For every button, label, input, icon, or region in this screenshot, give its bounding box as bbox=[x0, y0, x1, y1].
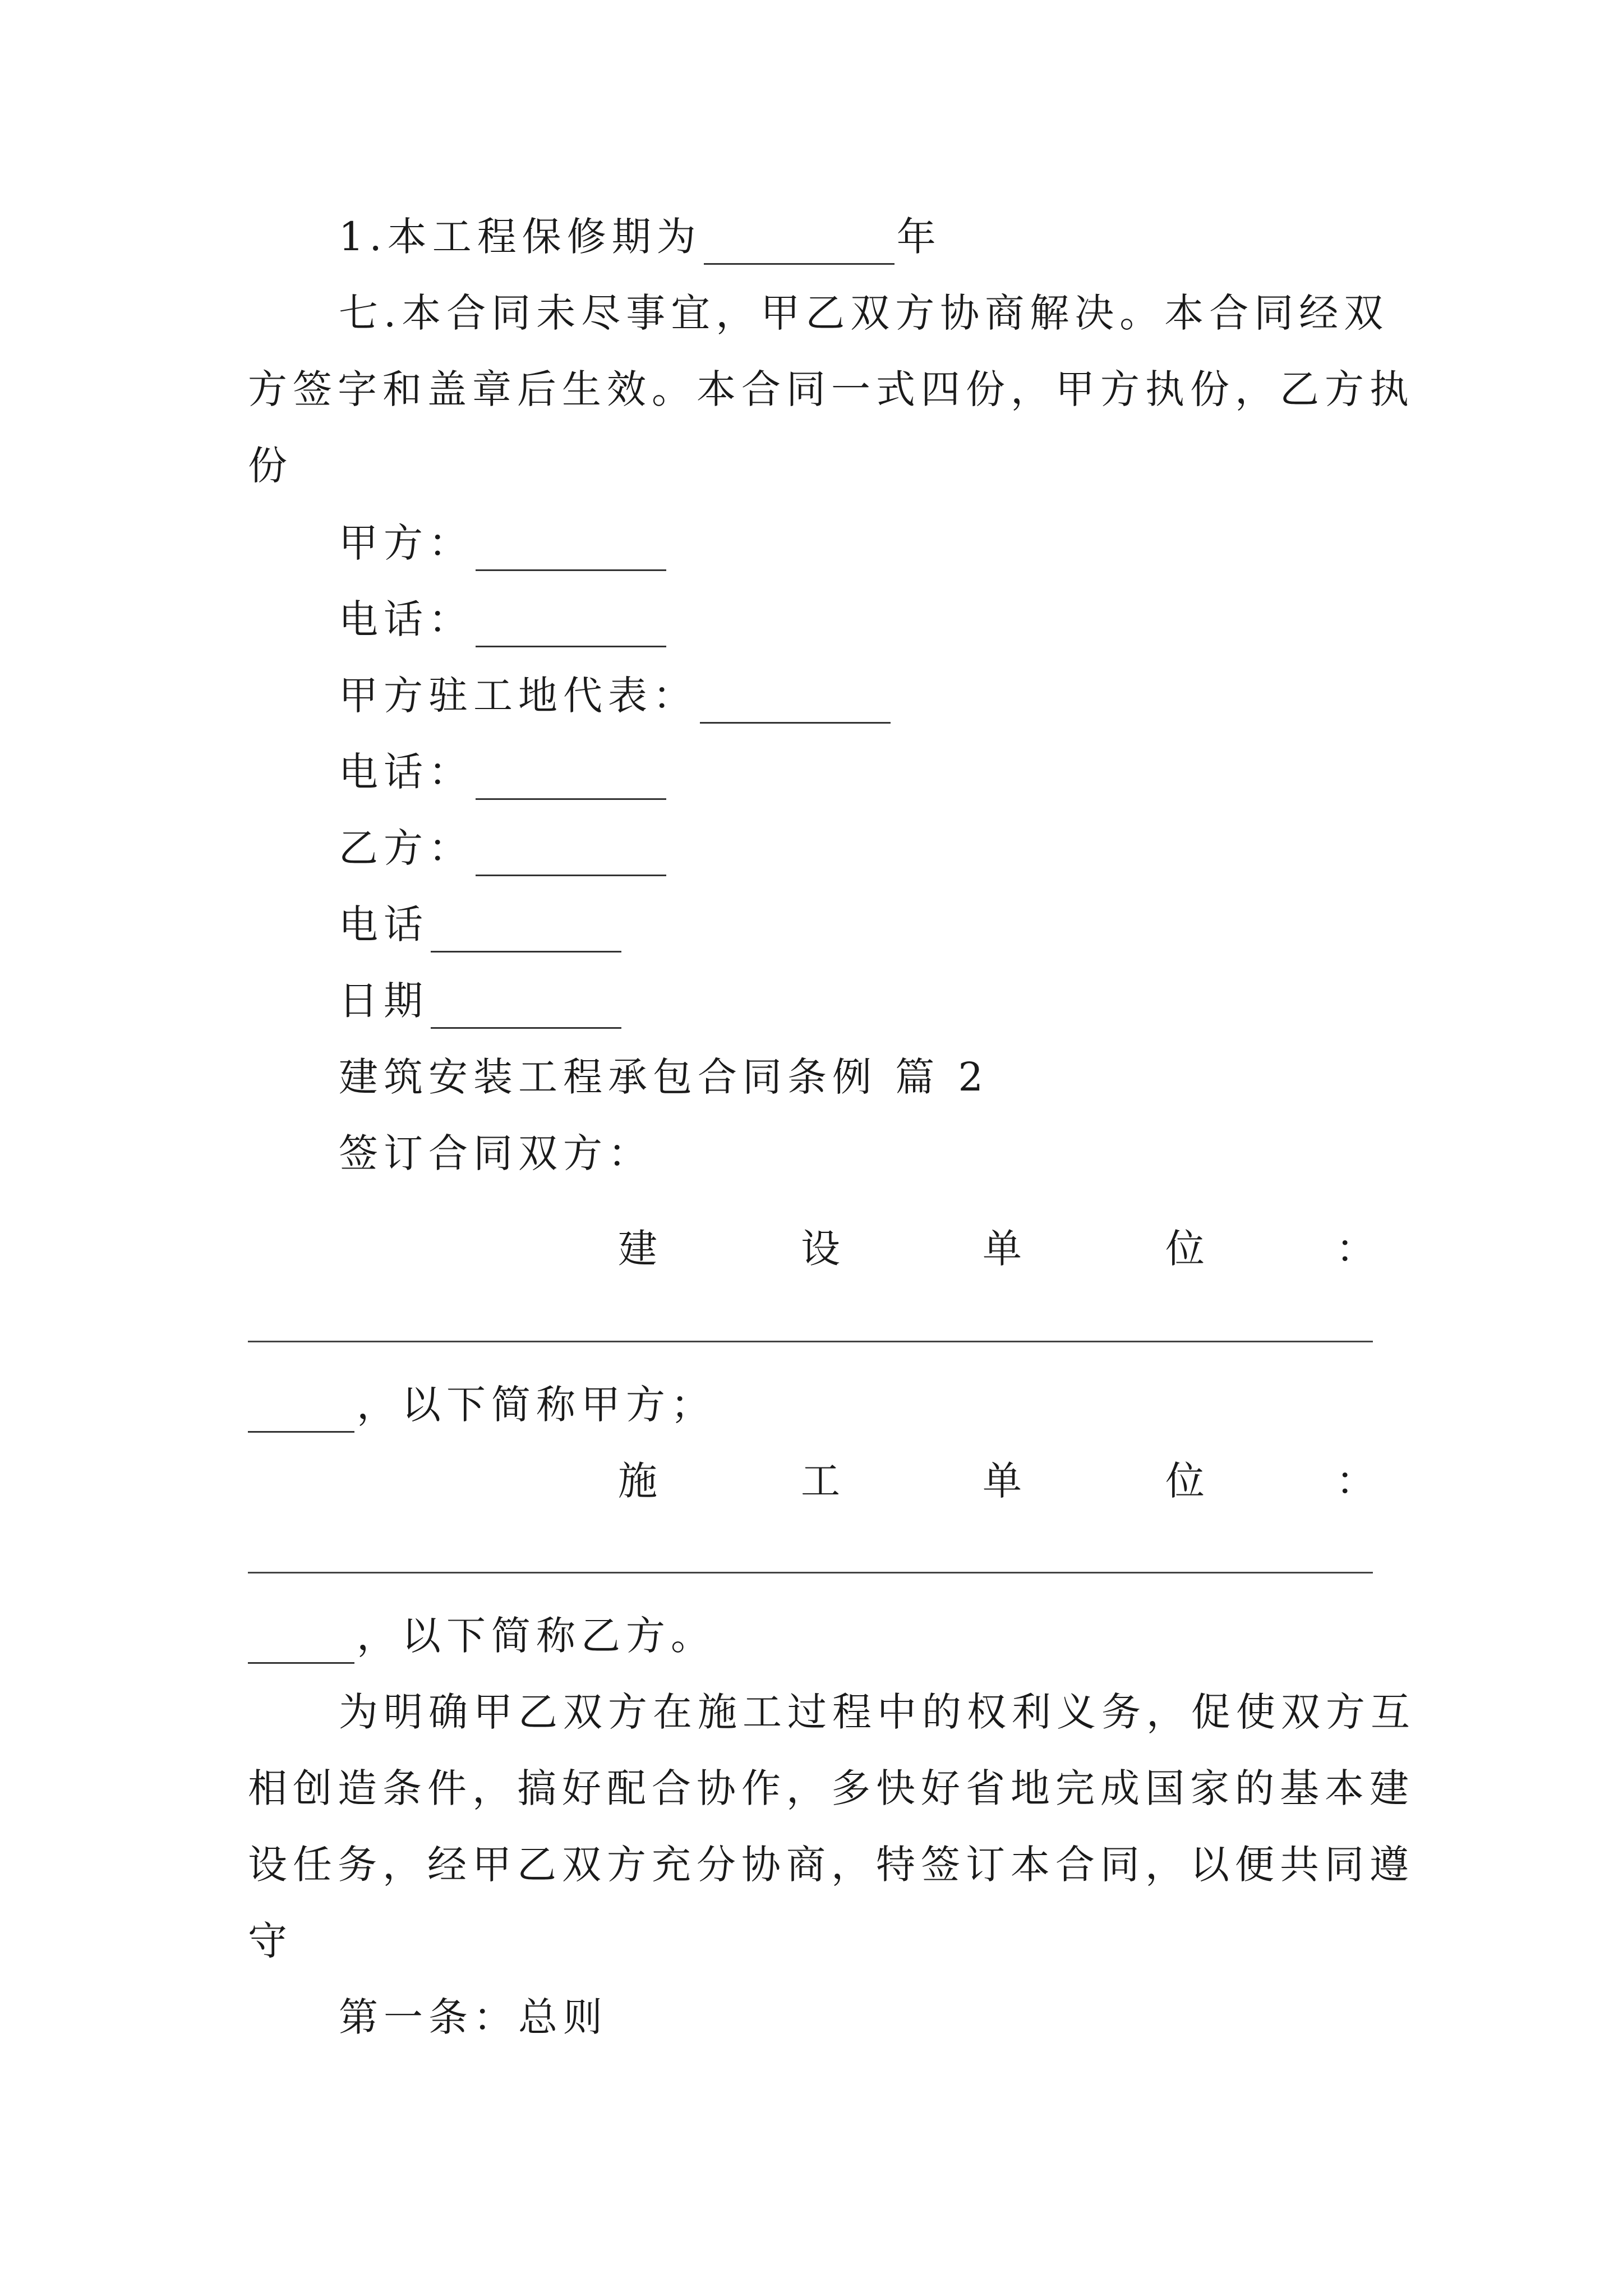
warranty-line bbox=[339, 209, 1375, 265]
builder-char: 单 bbox=[983, 1226, 1022, 1272]
phone-1-field bbox=[339, 591, 1375, 647]
phone-1-label: 电话： bbox=[339, 596, 473, 642]
contractor-short-blank[interactable] bbox=[248, 1618, 354, 1664]
date-field bbox=[339, 973, 1375, 1029]
purpose-line1: 为明确甲乙双方在施工过程中的权利义务，促使双方互 bbox=[339, 1689, 1415, 1735]
clause7-line1: 七.本合同未尽事宜，甲乙双方协商解决。本合同经双 bbox=[339, 290, 1389, 336]
site-rep-label: 甲方驻工地代表： bbox=[339, 673, 698, 719]
contractor-unit-blank[interactable] bbox=[248, 1572, 1373, 1573]
purpose-line3: 设任务，经甲乙双方充分协商，特签订本合同，以便共同遵 bbox=[248, 1842, 1414, 1888]
contractor-tail-text: ，以下简称乙方。 bbox=[357, 1613, 716, 1659]
warranty-text: 1.本工程保修期为 bbox=[339, 214, 702, 260]
site-rep-blank[interactable] bbox=[700, 678, 891, 724]
clause7-line3: 份 bbox=[248, 443, 293, 489]
purpose-line2: 相创造条件，搞好配合协作，多快好省地完成国家的基本建 bbox=[248, 1765, 1414, 1811]
date-blank[interactable] bbox=[431, 983, 621, 1029]
builder-short-blank[interactable] bbox=[248, 1387, 354, 1433]
warranty-suffix: 年 bbox=[896, 214, 942, 260]
site-rep-field bbox=[339, 668, 1375, 724]
phone-2-field bbox=[339, 744, 1375, 800]
builder-char: ： bbox=[1336, 1226, 1375, 1272]
section-title: 建筑安装工程承包合同条例 篇 2 bbox=[339, 1054, 989, 1100]
party-b-label: 乙方： bbox=[339, 825, 473, 871]
signatories-heading: 签订合同双方： bbox=[339, 1130, 653, 1176]
phone-2-label: 电话： bbox=[339, 749, 473, 795]
contractor-char: 施 bbox=[618, 1458, 657, 1504]
clause7-line2: 方签字和盖章后生效。本合同一式四份，甲方执份，乙方执 bbox=[248, 366, 1414, 412]
phone-3-field bbox=[339, 896, 1375, 953]
warranty-years-blank[interactable] bbox=[704, 219, 895, 265]
contractor-unit-label bbox=[248, 1453, 1375, 1509]
party-b-blank[interactable] bbox=[476, 831, 666, 876]
purpose-line4: 守 bbox=[248, 1918, 293, 1964]
phone-3-blank[interactable] bbox=[431, 907, 621, 953]
builder-char: 位 bbox=[1165, 1226, 1205, 1272]
phone-1-blank[interactable] bbox=[476, 602, 666, 647]
party-b-field bbox=[339, 820, 1375, 876]
contractor-char: ： bbox=[1336, 1458, 1375, 1504]
builder-char: 设 bbox=[801, 1226, 840, 1272]
contractor-char: 工 bbox=[801, 1458, 840, 1504]
builder-unit-blank[interactable] bbox=[248, 1341, 1373, 1342]
party-a-field bbox=[339, 515, 1375, 571]
builder-tail-text: ，以下简称甲方； bbox=[357, 1382, 716, 1428]
party-a-blank[interactable] bbox=[476, 526, 666, 571]
phone-2-blank[interactable] bbox=[476, 754, 666, 800]
builder-unit-tail bbox=[248, 1377, 1375, 1433]
party-a-label: 甲方： bbox=[339, 520, 473, 566]
builder-char: 建 bbox=[618, 1226, 657, 1272]
date-label: 日期 bbox=[339, 978, 428, 1024]
article-1-heading: 第一条：总则 bbox=[339, 1994, 608, 2040]
phone-3-label: 电话 bbox=[339, 901, 428, 947]
contractor-unit-tail bbox=[248, 1608, 1375, 1664]
builder-unit-label bbox=[248, 1221, 1375, 1277]
contractor-char: 单 bbox=[983, 1458, 1022, 1504]
contractor-char: 位 bbox=[1165, 1458, 1205, 1504]
